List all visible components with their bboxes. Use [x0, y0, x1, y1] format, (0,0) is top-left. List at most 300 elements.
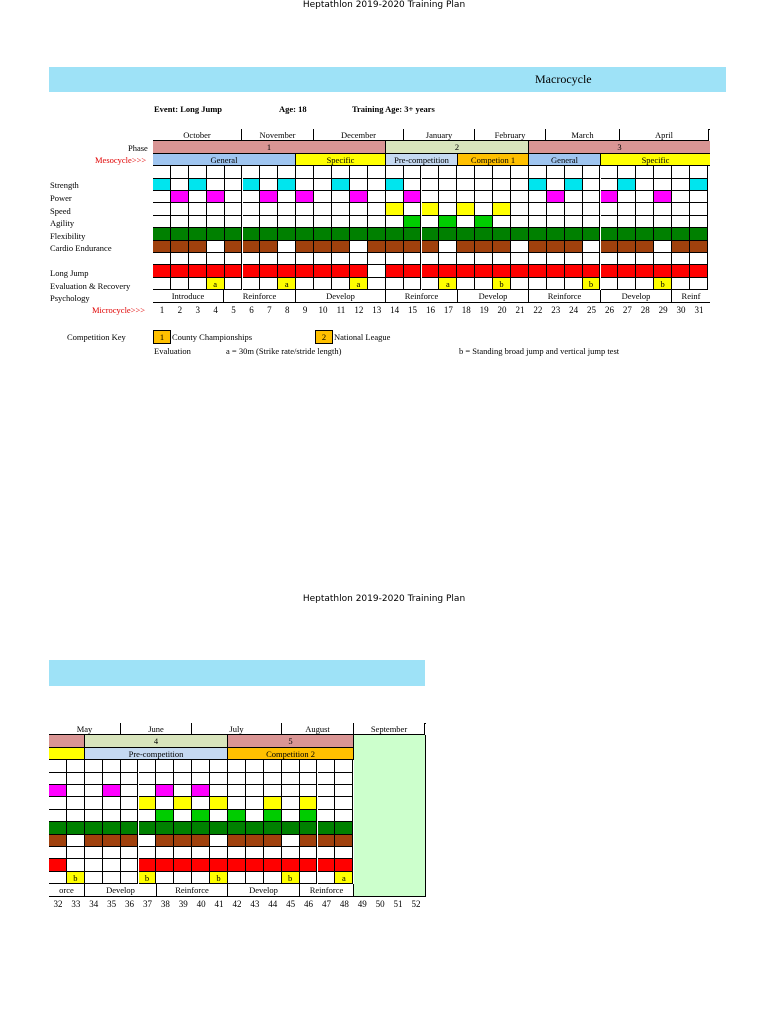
cardio-wk1	[153, 241, 171, 253]
cardio-wk9	[296, 241, 314, 253]
power-wk27	[618, 191, 636, 203]
row-label-agility: Agility	[50, 218, 75, 228]
key-label-2: National League	[334, 332, 391, 342]
flexibility-wk9	[296, 228, 314, 240]
age-label: Age: 18	[279, 104, 307, 114]
microcycle-48: 48	[339, 898, 349, 909]
p2-psych-11: Develop	[228, 884, 300, 896]
power-wk7	[260, 191, 278, 203]
phase-3-cont	[49, 735, 85, 747]
agility-wk18	[457, 216, 475, 228]
blank-row2-wk15	[404, 253, 422, 265]
longjump-wk24	[565, 265, 583, 277]
eval-wk13	[368, 278, 386, 290]
strength-wk30	[672, 179, 690, 191]
p2-longjump-wk46	[300, 859, 318, 871]
blank-row-wk24	[565, 166, 583, 178]
psych-0: Introduce	[153, 290, 224, 302]
power-wk23	[547, 191, 565, 203]
power-wk9	[296, 191, 314, 203]
microcycle-47: 47	[321, 898, 331, 909]
evaluation-label: Evaluation	[154, 346, 191, 356]
september-block	[354, 735, 426, 896]
speed-wk9	[296, 203, 314, 215]
power-wk5	[225, 191, 243, 203]
p2-psych-10: Reinforce	[157, 884, 228, 896]
p2-strength-wk35	[103, 773, 121, 785]
eval-wk23	[547, 278, 565, 290]
power-wk24	[565, 191, 583, 203]
flexibility-wk31	[690, 228, 708, 240]
strength-wk20	[493, 179, 511, 191]
longjump-wk31	[690, 265, 708, 277]
agility-wk11	[332, 216, 350, 228]
speed-wk10	[314, 203, 332, 215]
p2-speed-wk41	[210, 797, 228, 809]
p2-eval-wk42	[228, 872, 246, 884]
p2-cardio-wk42	[228, 835, 246, 847]
speed-wk13	[368, 203, 386, 215]
eval-wk21	[511, 278, 529, 290]
p2-blank-row2-wk47	[318, 847, 336, 859]
blank-row-wk10	[314, 166, 332, 178]
strength-wk19	[475, 179, 493, 191]
p2-speed-wk33	[67, 797, 85, 809]
p2-blank-row-wk45	[282, 760, 300, 772]
eval-wk3	[189, 278, 207, 290]
longjump-wk14	[386, 265, 404, 277]
p2-strength-wk32	[49, 773, 67, 785]
power-wk28	[636, 191, 654, 203]
agility-wk1	[153, 216, 171, 228]
microcycle-23: 23	[551, 304, 561, 315]
row-label-psychology: Psychology	[50, 293, 90, 303]
cardio-wk11	[332, 241, 350, 253]
longjump-wk7	[260, 265, 278, 277]
p2-blank-row2-wk33	[67, 847, 85, 859]
speed-wk31	[690, 203, 708, 215]
power-wk15	[404, 191, 422, 203]
blank-row2-wk9	[296, 253, 314, 265]
eval-wk16	[422, 278, 440, 290]
agility-wk13	[368, 216, 386, 228]
p2-power-wk44	[264, 785, 282, 797]
eval-wk1	[153, 278, 171, 290]
p2-blank-row2-wk35	[103, 847, 121, 859]
speed-wk15	[404, 203, 422, 215]
p2-blank-row-wk33	[67, 760, 85, 772]
banner-title: Macrocycle	[535, 72, 592, 86]
training-age-label: Training Age: 3+ years	[352, 104, 435, 114]
speed-wk2	[171, 203, 189, 215]
microcycle-8: 8	[284, 304, 290, 315]
strength-wk28	[636, 179, 654, 191]
longjump-wk9	[296, 265, 314, 277]
strength-wk4	[207, 179, 225, 191]
p2-longjump-wk44	[264, 859, 282, 871]
power-wk29	[654, 191, 672, 203]
cardio-wk27	[618, 241, 636, 253]
phase-4: 4	[85, 735, 228, 747]
p2-power-wk34	[85, 785, 103, 797]
p2-blank-row-wk47	[318, 760, 336, 772]
eval-mark-wk29: b	[654, 278, 672, 290]
agility-wk17	[439, 216, 457, 228]
blank-row2-wk1	[153, 253, 171, 265]
flexibility-wk14	[386, 228, 404, 240]
blank-row2-wk7	[260, 253, 278, 265]
microcycle-51: 51	[393, 898, 403, 909]
blank-row-wk29	[654, 166, 672, 178]
p2-blank-row2-wk42	[228, 847, 246, 859]
flexibility-wk24	[565, 228, 583, 240]
p2-power-wk42	[228, 785, 246, 797]
agility-wk19	[475, 216, 493, 228]
p2-flexibility-wk46	[300, 822, 318, 834]
microcycle-49: 49	[357, 898, 367, 909]
month-october: October	[153, 129, 242, 141]
p2-eval-wk44	[264, 872, 282, 884]
power-wk31	[690, 191, 708, 203]
strength-wk2	[171, 179, 189, 191]
phase-label: Phase	[128, 143, 148, 153]
agility-wk3	[189, 216, 207, 228]
p2-cardio-wk38	[156, 835, 174, 847]
cardio-wk7	[260, 241, 278, 253]
row-label-speed: Speed	[50, 206, 71, 216]
eval-a-description: a = 30m (Strike rate/stride length)	[226, 346, 342, 356]
p2-flexibility-wk45	[282, 822, 300, 834]
cardio-wk3	[189, 241, 207, 253]
agility-wk15	[404, 216, 422, 228]
eval-mark-wk25: b	[583, 278, 601, 290]
flexibility-wk18	[457, 228, 475, 240]
speed-wk21	[511, 203, 529, 215]
flexibility-wk1	[153, 228, 171, 240]
flexibility-wk19	[475, 228, 493, 240]
p2-agility-wk42	[228, 810, 246, 822]
cardio-wk25	[583, 241, 601, 253]
longjump-wk23	[547, 265, 565, 277]
blank-row2-wk3	[189, 253, 207, 265]
blank-row-wk26	[601, 166, 619, 178]
flexibility-wk8	[278, 228, 296, 240]
microcycle-45: 45	[286, 898, 296, 909]
agility-wk8	[278, 216, 296, 228]
strength-wk23	[547, 179, 565, 191]
blank-row-wk22	[529, 166, 547, 178]
microcycle-21: 21	[515, 304, 525, 315]
eval-mark-wk12: a	[350, 278, 368, 290]
p2-strength-wk41	[210, 773, 228, 785]
p2-longjump-wk40	[192, 859, 210, 871]
eval-mark-wk33: b	[67, 872, 85, 884]
blank-row-wk15	[404, 166, 422, 178]
eval-wk31	[690, 278, 708, 290]
cardio-wk15	[404, 241, 422, 253]
eval-mark-wk48: a	[335, 872, 353, 884]
p2-cardio-wk34	[85, 835, 103, 847]
blank-row2-wk25	[583, 253, 601, 265]
meso-specific-2: Specific	[601, 154, 710, 166]
flexibility-wk11	[332, 228, 350, 240]
microcycle-17: 17	[443, 304, 453, 315]
p2-strength-wk39	[174, 773, 192, 785]
row-label-power: Power	[50, 193, 72, 203]
p2-longjump-wk34	[85, 859, 103, 871]
eval-wk30	[672, 278, 690, 290]
microcycle-14: 14	[390, 304, 400, 315]
agility-wk28	[636, 216, 654, 228]
blank-row-wk14	[386, 166, 404, 178]
p2-longjump-wk36	[121, 859, 139, 871]
blank-row-wk9	[296, 166, 314, 178]
agility-wk26	[601, 216, 619, 228]
phase-1: 1	[153, 141, 386, 153]
longjump-wk16	[422, 265, 440, 277]
p2-power-wk46	[300, 785, 318, 797]
microcycle-33: 33	[71, 898, 81, 909]
blank-row-wk16	[422, 166, 440, 178]
eval-mark-wk17: a	[439, 278, 457, 290]
longjump-wk3	[189, 265, 207, 277]
flexibility-wk7	[260, 228, 278, 240]
blank-row-wk2	[171, 166, 189, 178]
agility-wk27	[618, 216, 636, 228]
p2-eval-wk43	[246, 872, 264, 884]
microcycle-24: 24	[569, 304, 579, 315]
blank-row-wk13	[368, 166, 386, 178]
blank-row2-wk5	[225, 253, 243, 265]
p2-blank-row2-wk44	[264, 847, 282, 859]
power-wk14	[386, 191, 404, 203]
psych-7: Reinf	[672, 290, 710, 302]
p2-blank-row2-wk46	[300, 847, 318, 859]
blank-row2-wk8	[278, 253, 296, 265]
cardio-wk13	[368, 241, 386, 253]
eval-wk26	[601, 278, 619, 290]
cardio-wk23	[547, 241, 565, 253]
p2-flexibility-wk32	[49, 822, 67, 834]
p2-longjump-wk45	[282, 859, 300, 871]
agility-wk22	[529, 216, 547, 228]
p2-blank-row-wk43	[246, 760, 264, 772]
blank-row2-wk16	[422, 253, 440, 265]
p2-speed-wk48	[335, 797, 353, 809]
microcycle-12: 12	[354, 304, 364, 315]
speed-wk14	[386, 203, 404, 215]
power-wk2	[171, 191, 189, 203]
longjump-wk11	[332, 265, 350, 277]
longjump-wk30	[672, 265, 690, 277]
eval-wk10	[314, 278, 332, 290]
flexibility-wk4	[207, 228, 225, 240]
month-november: November	[242, 129, 314, 141]
month-august: August	[282, 723, 354, 735]
p2-power-wk45	[282, 785, 300, 797]
p2-eval-wk35	[103, 872, 121, 884]
power-wk26	[601, 191, 619, 203]
p2-power-wk33	[67, 785, 85, 797]
speed-wk1	[153, 203, 171, 215]
longjump-wk13	[368, 265, 386, 277]
eval-wk2	[171, 278, 189, 290]
eval-mark-wk45: b	[282, 872, 300, 884]
agility-wk29	[654, 216, 672, 228]
cardio-wk5	[225, 241, 243, 253]
p2-speed-wk38	[156, 797, 174, 809]
microcycle-40: 40	[196, 898, 206, 909]
power-wk17	[439, 191, 457, 203]
strength-wk26	[601, 179, 619, 191]
cardio-wk31	[690, 241, 708, 253]
strength-wk15	[404, 179, 422, 191]
speed-wk26	[601, 203, 619, 215]
cardio-wk18	[457, 241, 475, 253]
speed-wk29	[654, 203, 672, 215]
strength-wk16	[422, 179, 440, 191]
p2-agility-wk39	[174, 810, 192, 822]
eval-wk11	[332, 278, 350, 290]
speed-wk3	[189, 203, 207, 215]
longjump-wk15	[404, 265, 422, 277]
speed-wk6	[243, 203, 261, 215]
p2-cardio-wk41	[210, 835, 228, 847]
microcycle-10: 10	[318, 304, 328, 315]
p2-cardio-wk32	[49, 835, 67, 847]
p2-flexibility-wk38	[156, 822, 174, 834]
flexibility-wk30	[672, 228, 690, 240]
p2-speed-wk37	[139, 797, 157, 809]
microcycle-2: 2	[177, 304, 183, 315]
flexibility-wk2	[171, 228, 189, 240]
power-wk4	[207, 191, 225, 203]
meso-precomp-1: Pre-competition	[386, 154, 458, 166]
blank-row-wk5	[225, 166, 243, 178]
longjump-wk2	[171, 265, 189, 277]
psych-5: Reinforce	[529, 290, 601, 302]
blank-row-wk23	[547, 166, 565, 178]
microcycle-39: 39	[178, 898, 188, 909]
flexibility-wk27	[618, 228, 636, 240]
longjump-wk18	[457, 265, 475, 277]
agility-wk21	[511, 216, 529, 228]
psych-6: Develop	[601, 290, 672, 302]
p2-agility-wk33	[67, 810, 85, 822]
longjump-wk4	[207, 265, 225, 277]
longjump-wk27	[618, 265, 636, 277]
p2-power-wk32	[49, 785, 67, 797]
p2-power-wk39	[174, 785, 192, 797]
microcycle-30: 30	[676, 304, 686, 315]
cardio-wk10	[314, 241, 332, 253]
microcycle-20: 20	[497, 304, 507, 315]
blank-row-wk27	[618, 166, 636, 178]
p2-longjump-wk48	[335, 859, 353, 871]
microcycle-11: 11	[336, 304, 346, 315]
strength-wk13	[368, 179, 386, 191]
p2-psych-9: Develop	[85, 884, 157, 896]
cardio-wk17	[439, 241, 457, 253]
agility-wk14	[386, 216, 404, 228]
speed-wk12	[350, 203, 368, 215]
psych-4: Develop	[458, 290, 529, 302]
blank-row-wk1	[153, 166, 171, 178]
blank-row2-wk6	[243, 253, 261, 265]
eval-wk18	[457, 278, 475, 290]
flexibility-wk17	[439, 228, 457, 240]
p2-cardio-wk33	[67, 835, 85, 847]
agility-wk4	[207, 216, 225, 228]
cardio-wk30	[672, 241, 690, 253]
p2-agility-wk40	[192, 810, 210, 822]
longjump-wk25	[583, 265, 601, 277]
eval-wk9	[296, 278, 314, 290]
p2-eval-wk34	[85, 872, 103, 884]
p2-flexibility-wk41	[210, 822, 228, 834]
p2-strength-wk38	[156, 773, 174, 785]
p2-agility-wk37	[139, 810, 157, 822]
agility-wk24	[565, 216, 583, 228]
phase-2: 2	[386, 141, 529, 153]
speed-wk11	[332, 203, 350, 215]
strength-wk5	[225, 179, 243, 191]
strength-wk6	[243, 179, 261, 191]
meso-comp-2: Competition 2	[228, 748, 354, 760]
strength-wk3	[189, 179, 207, 191]
strength-wk7	[260, 179, 278, 191]
microcycle-1: 1	[159, 304, 165, 315]
p2-speed-wk40	[192, 797, 210, 809]
power-wk12	[350, 191, 368, 203]
p2-psych-8: orce	[49, 884, 85, 896]
speed-wk22	[529, 203, 547, 215]
p2-speed-wk35	[103, 797, 121, 809]
microcycle-3: 3	[195, 304, 200, 315]
p2-strength-wk42	[228, 773, 246, 785]
longjump-wk28	[636, 265, 654, 277]
p2-cardio-wk40	[192, 835, 210, 847]
strength-wk22	[529, 179, 547, 191]
row-label-flexibility: Flexibility	[50, 231, 86, 241]
strength-wk10	[314, 179, 332, 191]
p2-eval-wk38	[156, 872, 174, 884]
p2-eval-wk36	[121, 872, 139, 884]
p2-longjump-wk35	[103, 859, 121, 871]
power-wk3	[189, 191, 207, 203]
blank-row2-wk11	[332, 253, 350, 265]
agility-wk2	[171, 216, 189, 228]
eval-wk7	[260, 278, 278, 290]
p2-blank-row-wk44	[264, 760, 282, 772]
month-april: April	[620, 129, 709, 141]
microcycle-28: 28	[640, 304, 650, 315]
blank-row2-wk29	[654, 253, 672, 265]
psych-2: Develop	[296, 290, 386, 302]
agility-wk16	[422, 216, 440, 228]
mesocycle-label: Mesocycle>>>	[95, 155, 147, 165]
blank-row-wk31	[690, 166, 708, 178]
p2-blank-row2-wk48	[335, 847, 353, 859]
p2-blank-row2-wk37	[139, 847, 157, 859]
p2-eval-wk46	[300, 872, 318, 884]
p2-strength-wk48	[335, 773, 353, 785]
longjump-wk10	[314, 265, 332, 277]
p2-power-wk35	[103, 785, 121, 797]
cardio-wk28	[636, 241, 654, 253]
p2-cardio-wk47	[318, 835, 336, 847]
eval-wk5	[225, 278, 243, 290]
